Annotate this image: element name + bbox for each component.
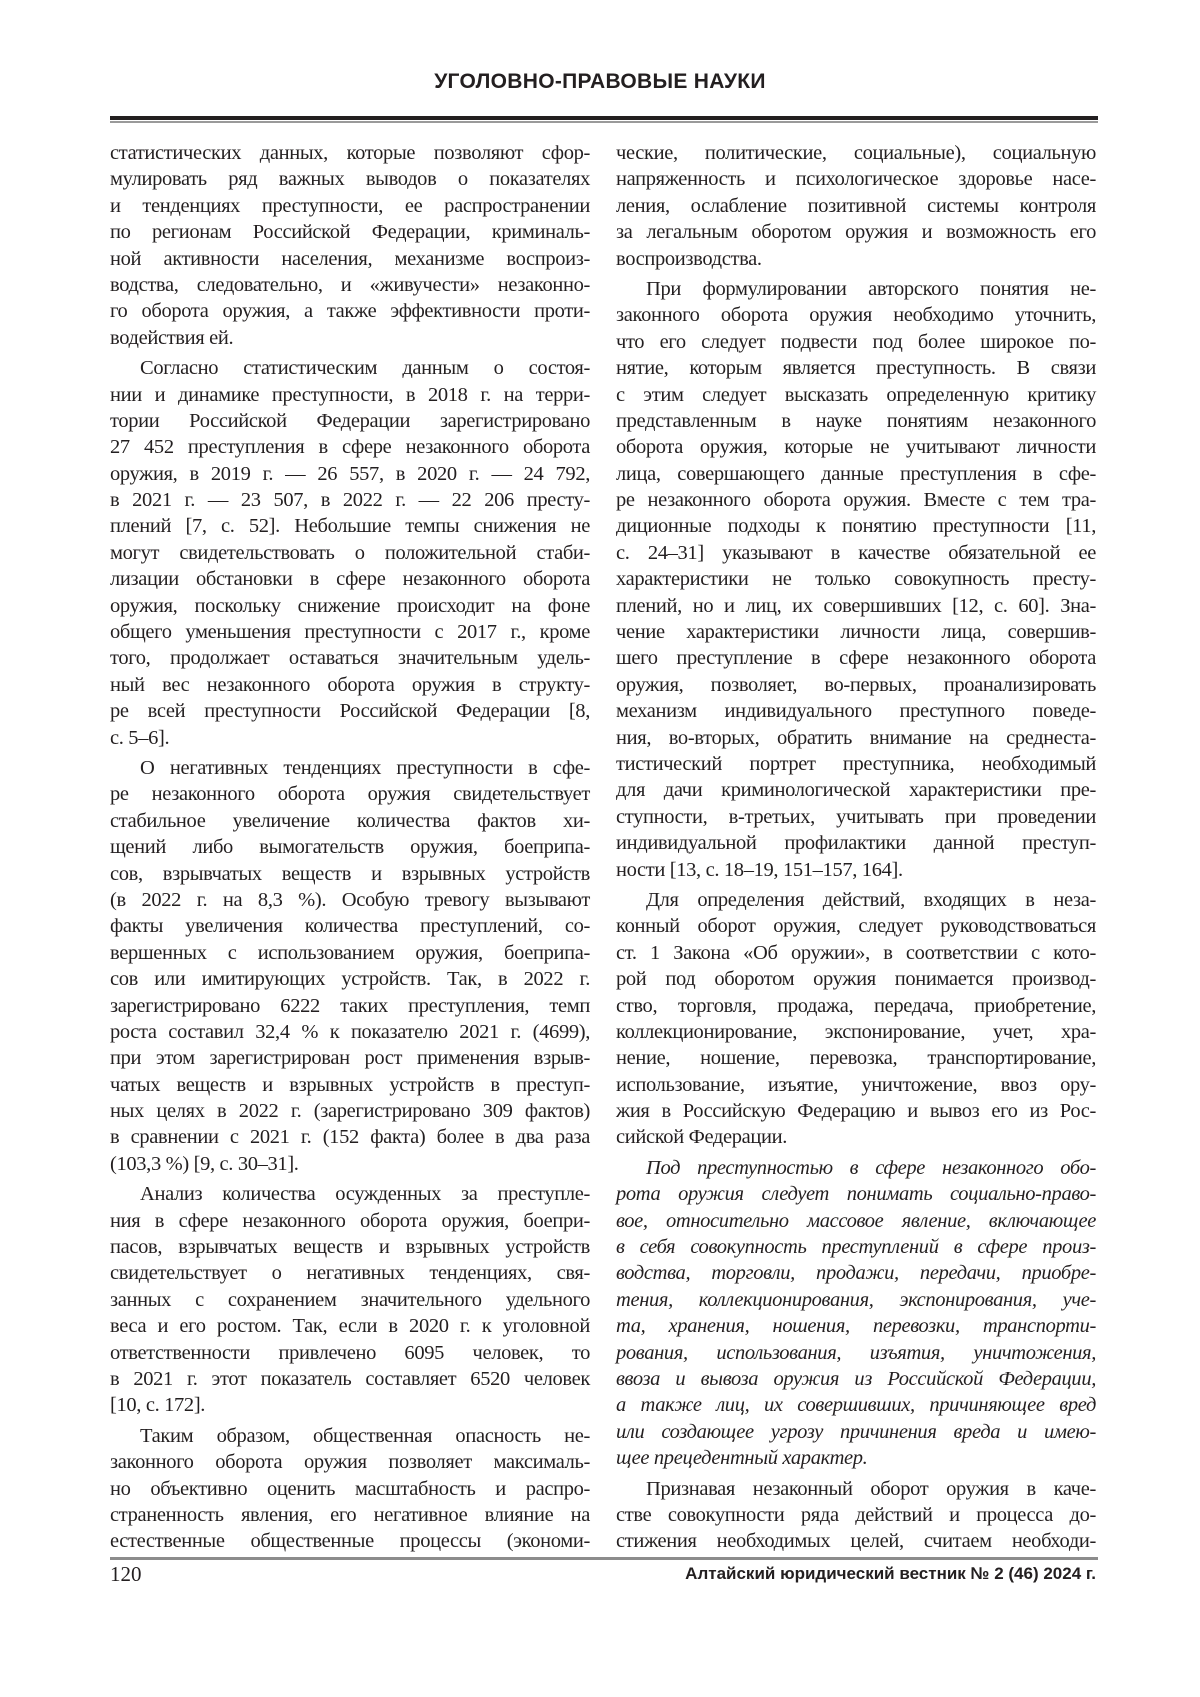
text-line: водействия ей. [110,325,590,351]
text-line: Анализ количества осужденных за преступле- [110,1181,590,1207]
text-line: диционные подходы к понятию преступности [11, [616,513,1096,539]
text-line: ческие, политические, социальные), социальную [616,140,1096,166]
text-line: за легальным оборотом оружия и возможность его [616,219,1096,245]
text-line: лица, совершающего данные преступления в сфе- [616,461,1096,487]
text-line: ответственности привлечено 6095 человек, то [110,1340,590,1366]
text-line: рования, использования, изъятия, уничтожения, [616,1340,1096,1366]
paragraph [110,755,590,1177]
text-line: но объективно оценить масштабность и распро- [110,1476,590,1502]
text-line: конный оборот оружия, следует руководствоваться [616,913,1096,939]
text-line: ной активности населения, механизме воспроиз- [110,246,590,272]
text-line: индивидуальной профилактики данной преступ- [616,830,1096,856]
text-line: по регионам Российской Федерации, криминаль- [110,219,590,245]
text-line: Согласно статистическим данным о состоя- [110,355,590,381]
text-line: занных с сохранением значительного удельного [110,1287,590,1313]
text-line: мулировать ряд важных выводов о показателях [110,166,590,192]
footer-rule [110,1557,1098,1560]
text-line: нятие, которым является преступность. В связи [616,355,1096,381]
text-line: нии и динамике преступности, в 2018 г. на терри- [110,382,590,408]
text-line: ных целях в 2022 г. (зарегистрировано 309 фактов) [110,1098,590,1124]
text-line: щее прецедентный характер. [616,1445,1096,1471]
text-line: Таким образом, общественная опасность не- [110,1423,590,1449]
text-line: водства, торговли, продажи, передачи, приобре- [616,1260,1096,1286]
header-rule [110,116,1098,120]
text-line: законного оборота оружия позволяет максималь- [110,1449,590,1475]
text-line: тистический портрет преступника, необходимый [616,751,1096,777]
text-line: вое, относительно массовое явление, включающее [616,1208,1096,1234]
text-line: ный вес незаконного оборота оружия в структу- [110,672,590,698]
text-line: характеристики не только совокупность престу- [616,566,1096,592]
definition-paragraph [616,1155,1096,1472]
text-line: стве совокупности ряда действий и процесса до- [616,1502,1096,1528]
text-line: сов или имитирующих устройств. Так, в 2022 г. [110,966,590,992]
text-line: при этом зарегистрирован рост применения взрыв- [110,1045,590,1071]
text-line: плений, но и лиц, их совершивших [12, с. 60]. Зна- [616,593,1096,619]
text-line: в 2021 г. этот показатель составляет 6520 человек [110,1366,590,1392]
text-line: оружия, в 2019 г. — 26 557, в 2020 г. — 24 792, [110,461,590,487]
text-line: го оборота оружия, а также эффективности проти- [110,298,590,324]
text-line: с. 24–31] указывают в качестве обязательной ее [616,540,1096,566]
text-line: ре незаконного оборота оружия свидетельствует [110,781,590,807]
text-line: нение, ношение, перевозка, транспортирование, [616,1045,1096,1071]
text-line: могут свидетельствовать о положительной стаби- [110,540,590,566]
text-line: напряженность и психологическое здоровье насе- [616,166,1096,192]
text-line: та, хранения, ношения, перевозки, транспорти- [616,1313,1096,1339]
text-line: стижения необходимых целей, считаем необходи- [616,1528,1096,1554]
text-line: водства, следовательно, и «живучести» незаконно- [110,272,590,298]
text-line: щений либо вымогательств оружия, боеприпа- [110,834,590,860]
text-line: представленным в науке понятиям незаконного [616,408,1096,434]
paragraph [110,140,590,351]
paragraph [616,276,1096,883]
text-line: свидетельствует о негативных тенденциях, свя- [110,1260,590,1286]
text-line: ности [13, с. 18–19, 151–157, 164]. [616,857,1096,883]
text-line: При формулировании авторского понятия не- [616,276,1096,302]
section-title: УГОЛОВНО-ПРАВОВЫЕ НАУКИ [0,70,1200,94]
text-line: вершенных с использованием оружия, боеприпа- [110,940,590,966]
text-line: а также лиц, их совершивших, причиняющее вред [616,1392,1096,1418]
text-line: ре всей преступности Российской Федерации [8, [110,698,590,724]
text-line: О негативных тенденциях преступности в сфе- [110,755,590,781]
text-line: с. 5–6]. [110,725,590,751]
text-line: стабильное увеличение количества фактов хи- [110,808,590,834]
text-line: сов, взрывчатых веществ и взрывных устройств [110,861,590,887]
header-rule-thin [110,121,1098,123]
text-line: Для определения действий, входящих в неза- [616,887,1096,913]
text-line: зарегистрировано 6222 таких преступления, темп [110,993,590,1019]
text-line: коллекционирование, экспонирование, учет, хра- [616,1019,1096,1045]
text-line: (103,3 %) [9, с. 30–31]. [110,1151,590,1177]
paragraph [616,140,1096,272]
text-line: пасов, взрывчатых веществ и взрывных устройств [110,1234,590,1260]
text-line: тения, коллекционирования, экспонирования, уче- [616,1287,1096,1313]
text-line: оборота оружия, которые не учитывают личности [616,434,1096,460]
right-column [616,140,1096,1559]
text-line: для дачи криминологической характеристики пре- [616,777,1096,803]
text-line: что его следует подвести под более широкое по- [616,329,1096,355]
text-line: чение характеристики личности лица, совершив- [616,619,1096,645]
text-line: ления, ослабление позитивной системы контроля [616,193,1096,219]
text-line: чатых веществ и взрывных устройств в преступ- [110,1072,590,1098]
text-line: оружия, позволяет, во-первых, проанализировать [616,672,1096,698]
text-line: плений [7, с. 52]. Небольшие темпы снижения не [110,513,590,539]
text-line: статистических данных, которые позволяют сфор- [110,140,590,166]
text-line: рота оружия следует понимать социально-право- [616,1181,1096,1207]
text-line: механизм индивидуального преступного поведе- [616,698,1096,724]
text-line: шего преступление в сфере незаконного оборота [616,645,1096,671]
text-line: ре незаконного оборота оружия. Вместе с тем тра- [616,487,1096,513]
text-line: лизации обстановки в сфере незаконного оборота [110,566,590,592]
text-line: и тенденциях преступности, ее распространении [110,193,590,219]
text-line: (в 2022 г. на 8,3 %). Особую тревогу вызывают [110,887,590,913]
text-line: оружия, поскольку снижение происходит на фоне [110,593,590,619]
text-line: [10, с. 172]. [110,1392,590,1418]
text-line: роста составил 32,4 % к показателю 2021 г. (4699), [110,1019,590,1045]
text-line: сийской Федерации. [616,1124,1096,1150]
text-line: ния, во-вторых, обратить внимание на среднеста- [616,725,1096,751]
text-line: веса и его ростом. Так, если в 2020 г. к уголовной [110,1313,590,1339]
page-number: 120 [110,1562,142,1587]
text-line: 27 452 преступления в сфере незаконного оборота [110,434,590,460]
text-line: использование, изъятие, уничтожение, ввоз ору- [616,1072,1096,1098]
text-line: Признавая незаконный оборот оружия в каче- [616,1476,1096,1502]
left-column [110,140,590,1559]
text-line: в себя совокупность преступлений в сфере произ- [616,1234,1096,1260]
paragraph [616,887,1096,1151]
text-line: воспроизводства. [616,246,1096,272]
text-line: с этим следует высказать определенную критику [616,382,1096,408]
text-line: того, продолжает оставаться значительным удель- [110,645,590,671]
text-line: ния в сфере незаконного оборота оружия, боепри- [110,1208,590,1234]
paragraph [110,355,590,751]
paragraph [110,1423,590,1555]
journal-title: Алтайский юридический вестник № 2 (46) 2024 г. [685,1564,1096,1584]
text-line: общего уменьшения преступности с 2017 г., кроме [110,619,590,645]
text-line: ступности, в-третьих, учитывать при проведении [616,804,1096,830]
text-line: ввоза и вывоза оружия из Российской Федерации, [616,1366,1096,1392]
text-line: в сравнении с 2021 г. (152 факта) более в два раза [110,1124,590,1150]
text-line: Под преступностью в сфере незаконного обо- [616,1155,1096,1181]
text-line: жия в Российскую Федерацию и вывоз его из Рос- [616,1098,1096,1124]
text-line: или создающее угрозу причинения вреда и имею- [616,1419,1096,1445]
paragraph [616,1476,1096,1555]
text-line: тории Российской Федерации зарегистрировано [110,408,590,434]
text-line: факты увеличения количества преступлений, со- [110,913,590,939]
text-line: естественные общественные процессы (экономи- [110,1528,590,1554]
paragraph [110,1181,590,1419]
text-line: законного оборота оружия необходимо уточнить, [616,302,1096,328]
text-line: рой под оборотом оружия понимается производ- [616,966,1096,992]
text-line: страненность явления, его негативное влияние на [110,1502,590,1528]
text-line: ст. 1 Закона «Об оружии», в соответствии с кото- [616,940,1096,966]
text-line: в 2021 г. — 23 507, в 2022 г. — 22 206 престу- [110,487,590,513]
text-line: ство, торговля, продажа, передача, приобретение, [616,993,1096,1019]
